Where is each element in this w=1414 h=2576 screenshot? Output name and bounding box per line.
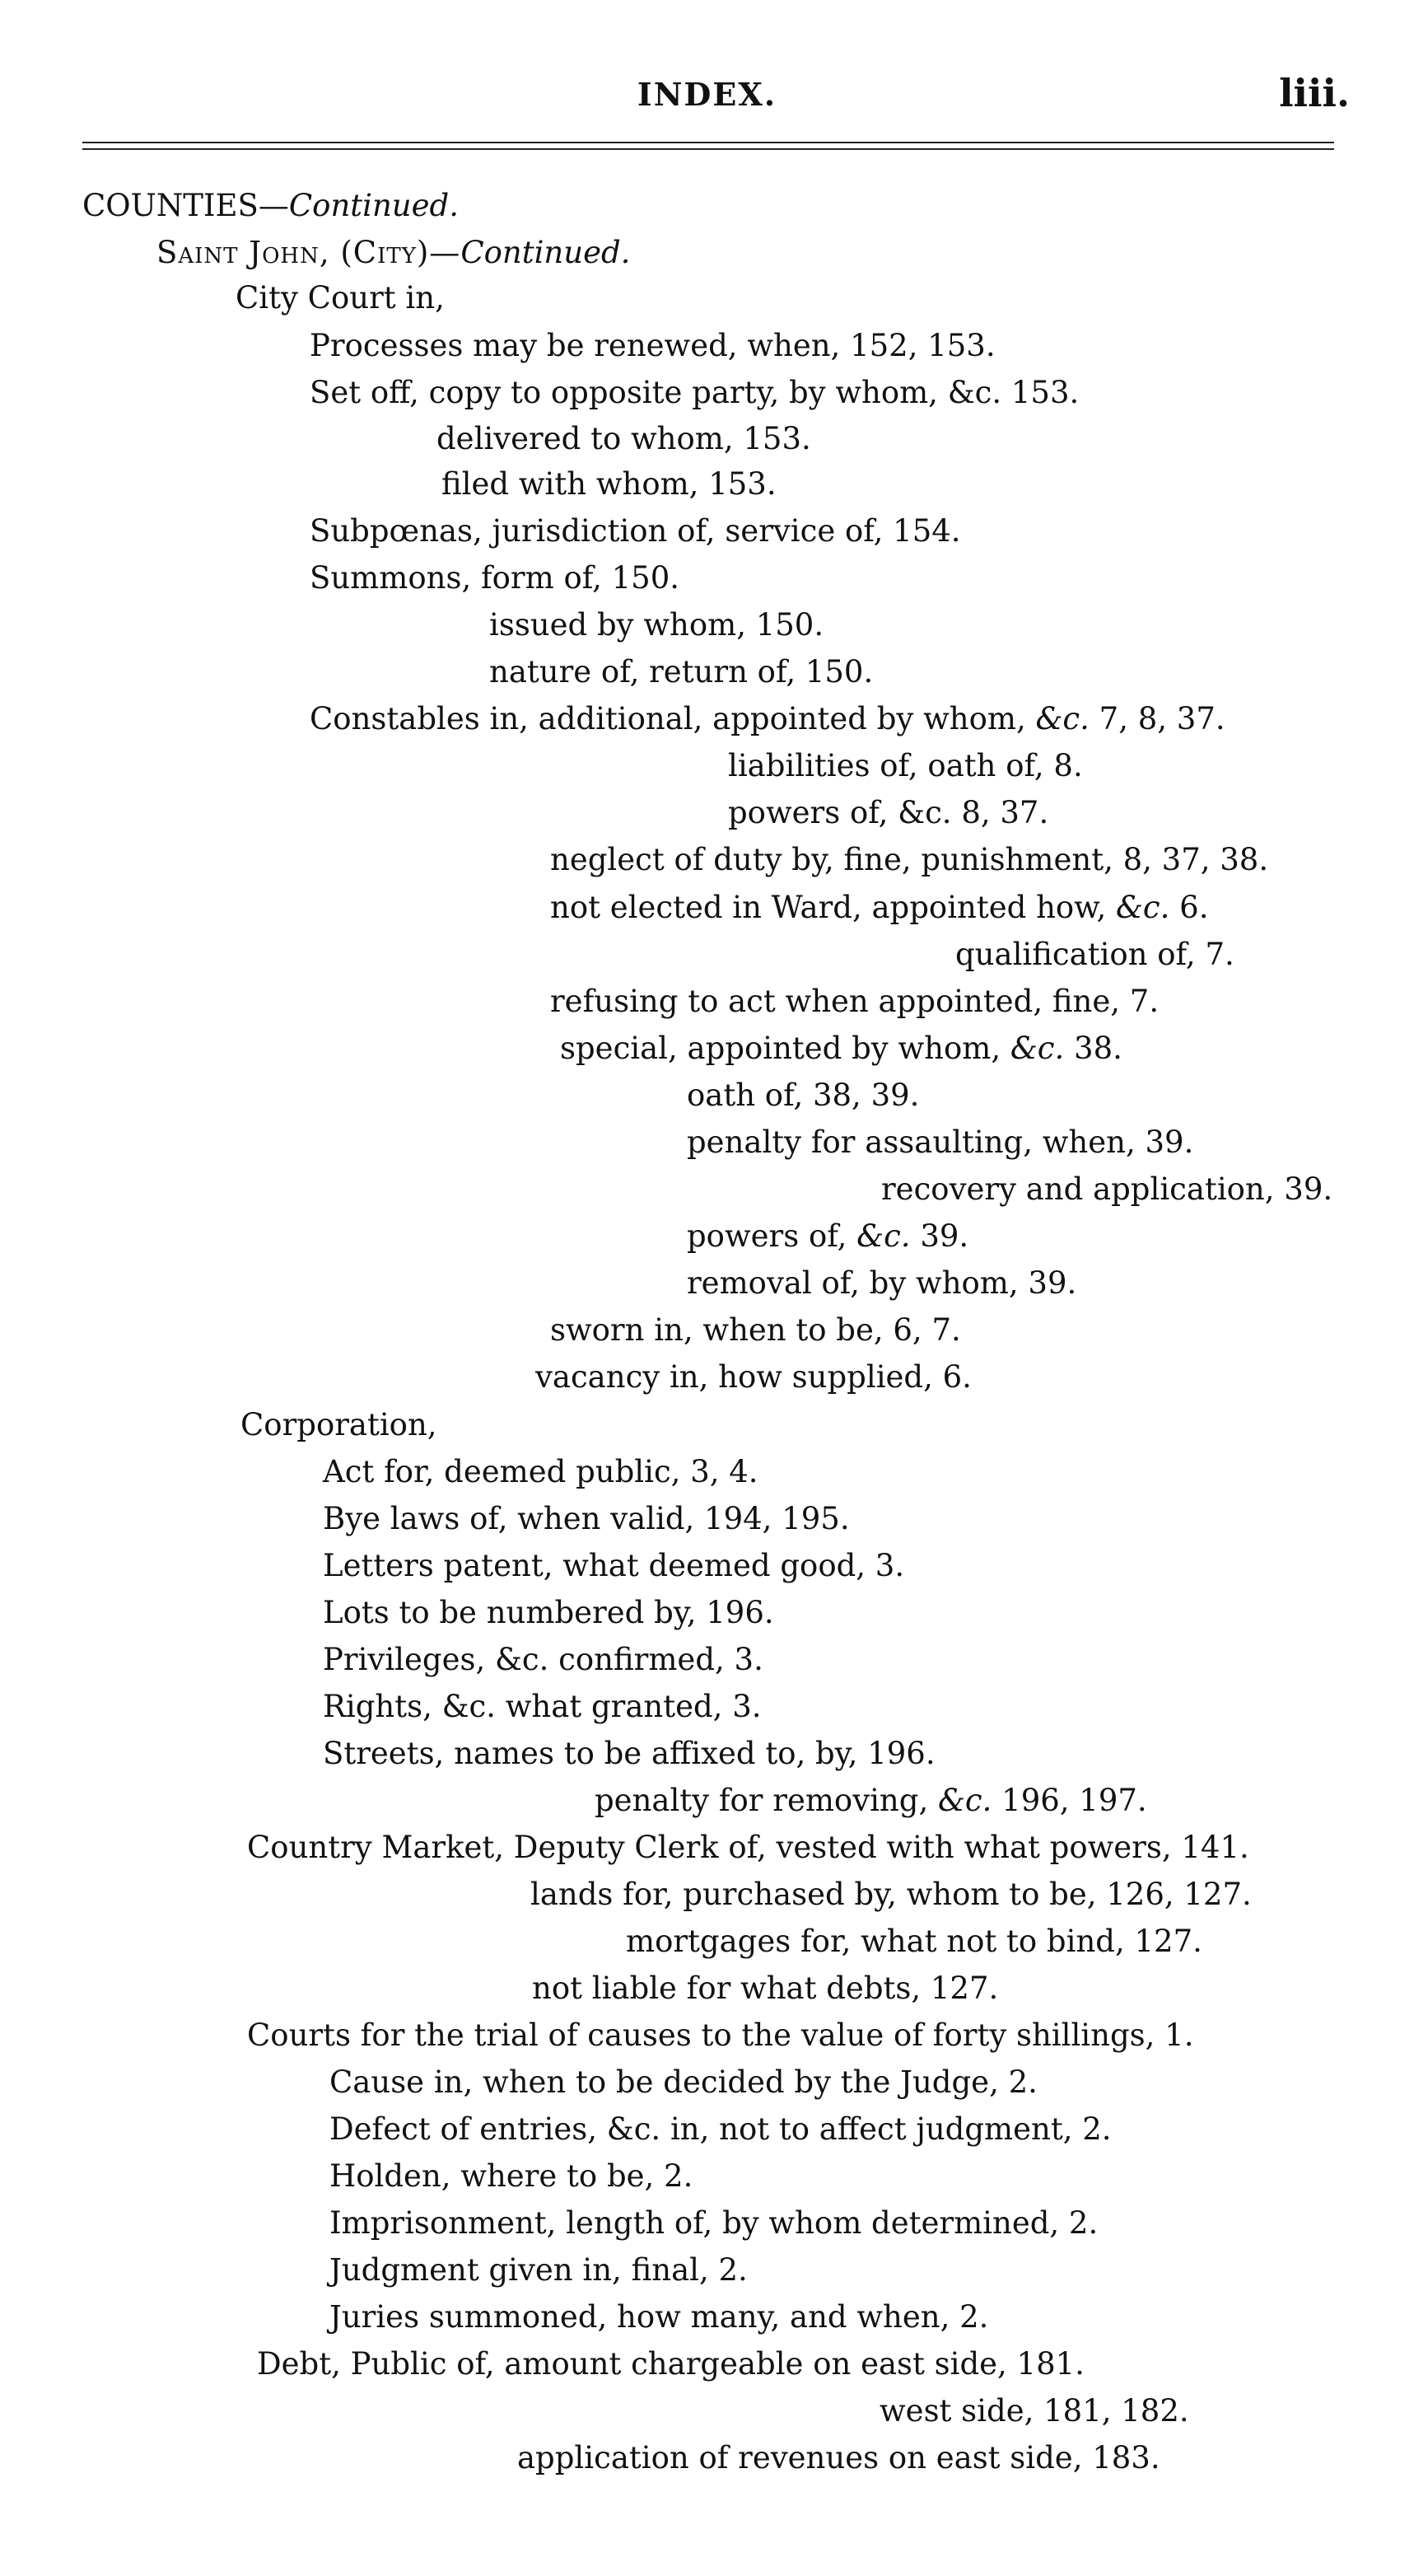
entry-text: Rights, &c. what granted, 3. xyxy=(323,1689,762,1724)
entry-text: lands for, purchased by, whom to be, 126, 127. xyxy=(530,1877,1252,1912)
index-entry xyxy=(595,1783,1147,1819)
entry-text: vacancy in, how supplied, 6. xyxy=(535,1359,972,1395)
index-entry xyxy=(687,1078,919,1114)
entry-text: Set off, copy to opposite party, by whom, &c. 153. xyxy=(310,375,1080,410)
italic-text: &c. xyxy=(1115,890,1170,925)
entry-text: application of revenues on east side, 183. xyxy=(517,2440,1160,2475)
entry-text: delivered to whom, 153. xyxy=(436,421,811,456)
index-entry xyxy=(550,890,1208,926)
index-entry xyxy=(310,513,961,549)
index-entry xyxy=(82,188,459,224)
entry-text: Privileges, &c. confirmed, 3. xyxy=(323,1642,763,1677)
entry-text: Letters patent, what deemed good, 3. xyxy=(323,1548,905,1583)
index-entry xyxy=(436,421,811,457)
entry-text: 38. xyxy=(1064,1031,1122,1066)
entry-text: Judgment given in, final, 2. xyxy=(329,2252,748,2288)
index-entry xyxy=(156,235,630,271)
entry-text: Act for, deemed public, 3, 4. xyxy=(323,1454,758,1489)
index-entry xyxy=(323,1595,774,1631)
entry-text: liabilities of, oath of, 8. xyxy=(728,748,1083,783)
entry-text: 7, 8, 37. xyxy=(1089,701,1225,736)
entry-text: filed with whom, 153. xyxy=(441,466,777,502)
index-entry xyxy=(560,1031,1122,1067)
entry-text: Cause in, when to be decided by the Judge, 2. xyxy=(329,2064,1038,2100)
entry-text: powers of, xyxy=(687,1218,857,1254)
header-rule-top xyxy=(82,142,1334,143)
index-entry xyxy=(329,2111,1112,2148)
italic-text: &c. xyxy=(937,1783,992,1818)
page-number: liii. xyxy=(1279,71,1350,115)
index-entry xyxy=(323,1736,936,1772)
entry-text: neglect of duty by, fine, punishment, 8, 37, 38. xyxy=(550,842,1269,877)
index-entry xyxy=(530,1877,1252,1913)
entry-text: not liable for what debts, 127. xyxy=(532,1971,999,2006)
header-rule-bottom xyxy=(82,148,1334,150)
index-entry xyxy=(880,2393,1189,2429)
entry-text: mortgages for, what not to bind, 127. xyxy=(626,1924,1202,1959)
index-entry xyxy=(240,1407,437,1443)
italic-text: &c. xyxy=(856,1218,911,1254)
small-caps-text: Saint John, (City)— xyxy=(156,235,461,270)
index-entry xyxy=(310,701,1225,737)
entry-text: Imprisonment, length of, by whom determined, 2. xyxy=(329,2205,1099,2241)
italic-text: Continued. xyxy=(460,235,631,270)
index-entry xyxy=(310,560,679,596)
page-title: INDEX. xyxy=(637,76,777,113)
index-entry xyxy=(687,1218,968,1255)
entry-text: penalty for removing, xyxy=(595,1783,938,1818)
entry-text: Defect of entries, &c. in, not to affect judgment, 2. xyxy=(329,2111,1112,2147)
index-entry xyxy=(329,2205,1098,2242)
index-entry xyxy=(517,2440,1160,2476)
index-entry xyxy=(310,328,996,364)
index-entry xyxy=(687,1265,1076,1302)
entry-text: recovery and application, 39. xyxy=(881,1171,1333,1207)
index-entry xyxy=(323,1689,762,1725)
italic-text: &c. xyxy=(1035,701,1090,736)
entry-text: issued by whom, 150. xyxy=(489,607,824,643)
index-entry xyxy=(532,1971,998,2007)
index-entry xyxy=(550,1312,961,1349)
index-entry xyxy=(323,1501,850,1537)
entry-text: Lots to be numbered by, 196. xyxy=(323,1595,774,1630)
index-entry xyxy=(881,1171,1332,1208)
entry-text: removal of, by whom, 39. xyxy=(687,1265,1077,1301)
index-entry xyxy=(489,654,873,690)
entry-text: Subpœnas, jurisdiction of, service of, 154. xyxy=(310,513,961,549)
index-entry xyxy=(550,842,1268,878)
index-entry xyxy=(955,937,1234,973)
entry-text: Country Market, Deputy Clerk of, vested with what powers, 141. xyxy=(247,1830,1249,1865)
index-entry xyxy=(728,795,1048,831)
index-entry xyxy=(310,375,1079,411)
index-entry xyxy=(535,1359,972,1396)
entry-text: 196, 197. xyxy=(992,1783,1147,1818)
index-entry xyxy=(550,984,1159,1020)
entry-text: Processes may be renewed, when, 152, 153. xyxy=(310,328,996,363)
index-entry xyxy=(441,466,777,503)
entry-text: refusing to act when appointed, fine, 7. xyxy=(550,984,1160,1019)
index-entry xyxy=(329,2299,988,2335)
index-entry xyxy=(626,1924,1202,1960)
entry-text: Streets, names to be affixed to, by, 196. xyxy=(323,1736,936,1771)
entry-text: Corporation, xyxy=(240,1407,437,1442)
entry-text: Bye laws of, when valid, 194, 195. xyxy=(323,1501,850,1536)
entry-text: 6. xyxy=(1169,890,1209,925)
index-entry xyxy=(687,1124,1193,1161)
entry-text: west side, 181, 182. xyxy=(880,2393,1189,2429)
entry-text: Debt, Public of, amount chargeable on east side, 181. xyxy=(257,2346,1085,2382)
entry-text: City Court in, xyxy=(236,280,445,316)
entry-text: penalty for assaulting, when, 39. xyxy=(687,1124,1194,1160)
italic-text: &c. xyxy=(1010,1031,1065,1066)
entry-text: qualification of, 7. xyxy=(955,937,1234,972)
entry-text: special, appointed by whom, xyxy=(560,1031,1010,1066)
entry-text: powers of, &c. 8, 37. xyxy=(728,795,1049,830)
index-entry xyxy=(329,2252,748,2288)
entry-text: not elected in Ward, appointed how, xyxy=(550,890,1116,925)
index-entry xyxy=(323,1642,763,1678)
italic-text: Continued. xyxy=(288,188,459,223)
entry-text: Juries summoned, how many, and when, 2. xyxy=(329,2299,989,2335)
index-entry xyxy=(323,1454,758,1490)
entry-text: Constables in, additional, appointed by whom, xyxy=(310,701,1036,736)
entry-text: COUNTIES— xyxy=(82,188,289,223)
index-entry xyxy=(247,2017,1193,2054)
index-entry xyxy=(247,1830,1249,1866)
entry-text: nature of, return of, 150. xyxy=(489,654,874,690)
entry-text: Holden, where to be, 2. xyxy=(329,2158,693,2194)
entry-text: sworn in, when to be, 6, 7. xyxy=(550,1312,961,1348)
entry-text: oath of, 38, 39. xyxy=(687,1078,920,1113)
index-entry xyxy=(329,2158,693,2195)
index-entry xyxy=(257,2346,1085,2382)
index-entry xyxy=(323,1548,904,1584)
entry-text: Summons, form of, 150. xyxy=(310,560,680,596)
index-entry xyxy=(329,2064,1038,2101)
running-head xyxy=(0,71,1414,125)
index-entry xyxy=(489,607,824,643)
index-entry xyxy=(728,748,1083,784)
index-entry xyxy=(236,280,445,316)
entry-text: Courts for the trial of causes to the value of forty shillings, 1. xyxy=(247,2017,1194,2053)
entry-text: 39. xyxy=(910,1218,969,1254)
